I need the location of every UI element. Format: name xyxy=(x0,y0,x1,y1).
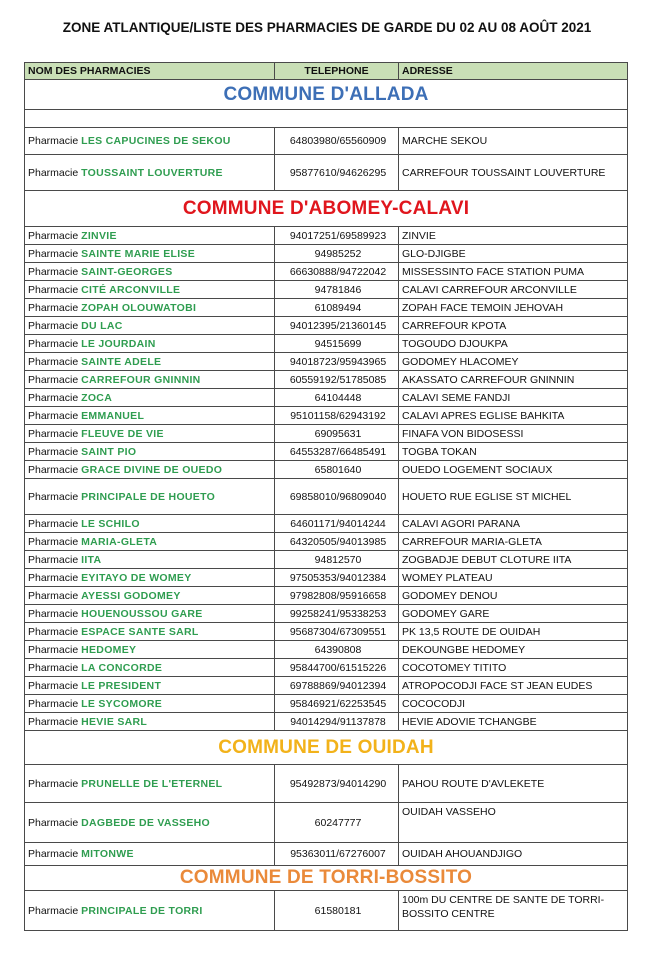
pharmacy-phone: 61089494 xyxy=(275,299,399,317)
pharmacy-address: HOUETO RUE EGLISE ST MICHEL xyxy=(399,479,628,515)
pharmacy-phone: 94781846 xyxy=(275,281,399,299)
pharmacy-name: CITÉ ARCONVILLE xyxy=(81,283,181,296)
table-row xyxy=(25,281,628,299)
pharmacy-name-cell xyxy=(25,317,275,335)
pharmacy-prefix: Pharmacie xyxy=(28,135,79,147)
pharmacy-address: HEVIE ADOVIE TCHANGBE xyxy=(399,713,628,731)
pharmacy-address: ZINVIE xyxy=(399,227,628,245)
pharmacy-prefix: Pharmacie xyxy=(28,643,79,656)
commune-title: COMMUNE D'ABOMEY-CALAVI xyxy=(25,191,628,227)
pharmacy-name-cell xyxy=(25,515,275,533)
pharmacy-name: EYITAYO DE WOMEY xyxy=(81,571,192,584)
pharmacy-address: ZOPAH FACE TEMOIN JEHOVAH xyxy=(399,299,628,317)
pharmacy-prefix: Pharmacie xyxy=(28,490,79,503)
pharmacy-address: CARREFOUR KPOTA xyxy=(399,317,628,335)
pharmacy-name-cell xyxy=(25,569,275,587)
table-row xyxy=(25,389,628,407)
pharmacy-phone: 64553287/66485491 xyxy=(275,443,399,461)
pharmacy-name: SAINT-GEORGES xyxy=(81,265,173,278)
table-row xyxy=(25,713,628,731)
pharmacy-phone: 94018723/95943965 xyxy=(275,353,399,371)
pharmacy-phone: 95492873/94014290 xyxy=(275,765,399,803)
pharmacy-address: OUEDO LOGEMENT SOCIAUX xyxy=(399,461,628,479)
table-row xyxy=(25,263,628,281)
pharmacy-address: AKASSATO CARREFOUR GNINNIN xyxy=(399,371,628,389)
table-row xyxy=(25,407,628,425)
pharmacy-address: GLO-DJIGBE xyxy=(399,245,628,263)
pharmacy-name-cell xyxy=(25,479,275,515)
pharmacy-phone: 99258241/95338253 xyxy=(275,605,399,623)
table-header-row xyxy=(25,63,628,80)
pharmacy-name: IITA xyxy=(81,553,102,566)
pharmacy-phone: 94012395/21360145 xyxy=(275,317,399,335)
pharmacy-phone: 95101158/62943192 xyxy=(275,407,399,425)
commune-header-torri-bossito xyxy=(25,866,628,891)
pharmacy-name: LE SCHILO xyxy=(81,517,140,530)
pharmacy-name-cell xyxy=(25,443,275,461)
pharmacy-address: OUIDAH AHOUANDJIGO xyxy=(399,843,628,866)
table-row xyxy=(25,587,628,605)
pharmacy-name-cell xyxy=(25,677,275,695)
pharmacy-name-cell xyxy=(25,587,275,605)
column-header-telephone: TELEPHONE xyxy=(275,63,399,80)
pharmacy-prefix: Pharmacie xyxy=(28,679,79,692)
pharmacy-name-cell xyxy=(25,695,275,713)
table-row xyxy=(25,461,628,479)
pharmacy-phone: 69788869/94012394 xyxy=(275,677,399,695)
pharmacy-prefix: Pharmacie xyxy=(28,517,79,530)
pharmacy-address: ZOGBADJE DEBUT CLOTURE IITA xyxy=(399,551,628,569)
pharmacy-prefix: Pharmacie xyxy=(28,409,79,422)
table-row xyxy=(25,317,628,335)
pharmacy-prefix: Pharmacie xyxy=(28,265,79,278)
pharmacy-name: PRINCIPALE DE HOUETO xyxy=(81,490,216,503)
pharmacy-name-cell xyxy=(25,299,275,317)
column-header-name: NOM DES PHARMACIES xyxy=(25,63,275,80)
pharmacy-name: HEVIE SARL xyxy=(81,715,148,728)
pharmacy-phone: 95846921/62253545 xyxy=(275,695,399,713)
pharmacy-prefix: Pharmacie xyxy=(28,301,79,314)
pharmacy-address: GODOMEY DENOU xyxy=(399,587,628,605)
pharmacy-name: AYESSI GODOMEY xyxy=(81,589,181,602)
pharmacy-name-cell xyxy=(25,227,275,245)
pharmacy-name-cell xyxy=(25,353,275,371)
pharmacy-address: COCOCODJI xyxy=(399,695,628,713)
table-row xyxy=(25,443,628,461)
pharmacy-address: CALAVI APRES EGLISE BAHKITA xyxy=(399,407,628,425)
table-row xyxy=(25,353,628,371)
pharmacy-phone: 97505353/94012384 xyxy=(275,569,399,587)
pharmacy-name: LE SYCOMORE xyxy=(81,697,163,710)
pharmacy-phone: 66630888/94722042 xyxy=(275,263,399,281)
pharmacy-name: HEDOMEY xyxy=(81,643,137,656)
pharmacy-address: GODOMEY GARE xyxy=(399,605,628,623)
pharmacy-name-cell xyxy=(25,533,275,551)
pharmacy-name-cell xyxy=(25,659,275,677)
pharmacy-phone: 95687304/67309551 xyxy=(275,623,399,641)
pharmacy-name: LE JOURDAIN xyxy=(81,337,156,350)
pharmacy-name: LE PRESIDENT xyxy=(81,679,162,692)
pharmacy-prefix: Pharmacie xyxy=(28,715,79,728)
pharmacy-name-cell xyxy=(25,389,275,407)
pharmacy-phone: 64601171/94014244 xyxy=(275,515,399,533)
table-row xyxy=(25,155,628,191)
pharmacy-name-cell xyxy=(25,371,275,389)
table-row xyxy=(25,659,628,677)
pharmacy-name: MITONWE xyxy=(81,848,134,860)
pharmacy-name: PRINCIPALE DE TORRI xyxy=(81,904,203,917)
pharmacy-name: SAINTE ADELE xyxy=(81,355,162,368)
table-row xyxy=(25,479,628,515)
table-row xyxy=(25,515,628,533)
pharmacy-address: CARREFOUR MARIA-GLETA xyxy=(399,533,628,551)
pharmacy-address: PAHOU ROUTE D'AVLEKETE xyxy=(399,765,628,803)
pharmacy-name-cell xyxy=(25,605,275,623)
pharmacy-name: CARREFOUR GNINNIN xyxy=(81,373,201,386)
pharmacy-prefix: Pharmacie xyxy=(28,337,79,350)
pharmacy-name-cell xyxy=(25,425,275,443)
table-row xyxy=(25,533,628,551)
pharmacy-phone: 95363011/67276007 xyxy=(275,843,399,866)
pharmacy-phone: 65801640 xyxy=(275,461,399,479)
pharmacy-address: PK 13,5 ROUTE DE OUIDAH xyxy=(399,623,628,641)
pharmacy-name-cell xyxy=(25,461,275,479)
pharmacy-prefix: Pharmacie xyxy=(28,166,79,179)
pharmacy-address: FINAFA VON BIDOSESSI xyxy=(399,425,628,443)
pharmacy-address: CALAVI CARREFOUR ARCONVILLE xyxy=(399,281,628,299)
pharmacy-prefix: Pharmacie xyxy=(28,661,79,674)
pharmacy-prefix: Pharmacie xyxy=(28,535,79,548)
pharmacy-prefix: Pharmacie xyxy=(28,625,79,638)
pharmacy-phone: 95844700/61515226 xyxy=(275,659,399,677)
table-row xyxy=(25,371,628,389)
pharmacy-name: LES CAPUCINES DE SEKOU xyxy=(81,135,231,147)
commune-title: COMMUNE DE TORRI-BOSSITO xyxy=(25,866,628,891)
table-row xyxy=(25,245,628,263)
pharmacy-prefix: Pharmacie xyxy=(28,553,79,566)
pharmacy-name: ZOCA xyxy=(81,391,113,404)
pharmacy-name: TOUSSAINT LOUVERTURE xyxy=(81,166,223,179)
commune-header-allada xyxy=(25,80,628,110)
pharmacy-phone: 60247777 xyxy=(275,803,399,843)
pharmacy-address: CARREFOUR TOUSSAINT LOUVERTURE xyxy=(399,155,628,191)
pharmacy-phone: 61580181 xyxy=(275,891,399,931)
pharmacy-address: ATROPOCODJI FACE ST JEAN EUDES xyxy=(399,677,628,695)
table-row xyxy=(25,891,628,931)
pharmacy-address: 100m DU CENTRE DE SANTE DE TORRI-BOSSITO CENTRE xyxy=(399,891,628,931)
pharmacy-name: DAGBEDE DE VASSEHO xyxy=(81,816,211,829)
table-row xyxy=(25,335,628,353)
pharmacy-prefix: Pharmacie xyxy=(28,283,79,296)
pharmacy-phone: 60559192/51785085 xyxy=(275,371,399,389)
spacer-row xyxy=(25,110,628,128)
pharmacy-name: ZINVIE xyxy=(81,229,117,242)
table-row xyxy=(25,677,628,695)
pharmacy-prefix: Pharmacie xyxy=(28,777,79,790)
table-row xyxy=(25,641,628,659)
pharmacy-phone: 64803980/65560909 xyxy=(275,128,399,155)
table-row xyxy=(25,605,628,623)
pharmacy-address: TOGOUDO DJOUKPA xyxy=(399,335,628,353)
table-row xyxy=(25,299,628,317)
pharmacy-name: LA CONCORDE xyxy=(81,661,163,674)
pharmacy-prefix: Pharmacie xyxy=(28,816,79,829)
table-row xyxy=(25,569,628,587)
table-row xyxy=(25,765,628,803)
table-row xyxy=(25,425,628,443)
pharmacy-phone: 94515699 xyxy=(275,335,399,353)
pharmacy-name-cell xyxy=(25,155,275,191)
pharmacy-name-cell xyxy=(25,281,275,299)
pharmacy-prefix: Pharmacie xyxy=(28,319,79,332)
pharmacy-prefix: Pharmacie xyxy=(28,571,79,584)
pharmacy-prefix: Pharmacie xyxy=(28,391,79,404)
pharmacy-address: CALAVI SEME FANDJI xyxy=(399,389,628,407)
pharmacy-phone: 69858010/96809040 xyxy=(275,479,399,515)
column-header-address: ADRESSE xyxy=(399,63,628,80)
pharmacy-name: MARIA-GLETA xyxy=(81,535,158,548)
pharmacy-address: TOGBA TOKAN xyxy=(399,443,628,461)
commune-title: COMMUNE D'ALLADA xyxy=(25,80,628,110)
pharmacy-prefix: Pharmacie xyxy=(28,904,79,917)
pharmacy-prefix: Pharmacie xyxy=(28,589,79,602)
pharmacy-phone: 94014294/91137878 xyxy=(275,713,399,731)
pharmacy-address: GODOMEY HLACOMEY xyxy=(399,353,628,371)
pharmacy-phone: 94812570 xyxy=(275,551,399,569)
pharmacy-name-cell xyxy=(25,263,275,281)
pharmacy-table xyxy=(24,62,628,931)
pharmacy-address: DEKOUNGBE HEDOMEY xyxy=(399,641,628,659)
pharmacy-name-cell xyxy=(25,891,275,931)
table-row xyxy=(25,227,628,245)
pharmacy-name: GRACE DIVINE DE OUEDO xyxy=(81,463,223,476)
pharmacy-prefix: Pharmacie xyxy=(28,848,79,860)
pharmacy-address: WOMEY PLATEAU xyxy=(399,569,628,587)
pharmacy-name: PRUNELLE DE L'ETERNEL xyxy=(81,777,223,790)
commune-title: COMMUNE DE OUIDAH xyxy=(25,731,628,765)
pharmacy-name-cell xyxy=(25,407,275,425)
pharmacy-address: OUIDAH VASSEHO xyxy=(399,803,628,843)
pharmacy-address: CALAVI AGORI PARANA xyxy=(399,515,628,533)
pharmacy-name: ZOPAH OLOUWATOBI xyxy=(81,301,197,314)
table-row xyxy=(25,695,628,713)
pharmacy-phone: 64320505/94013985 xyxy=(275,533,399,551)
pharmacy-name-cell xyxy=(25,335,275,353)
pharmacy-name-cell xyxy=(25,128,275,155)
page-title: ZONE ATLANTIQUE/LISTE DES PHARMACIES DE GARDE DU 02 AU 08 AOÛT 2021 xyxy=(62,20,592,35)
table-row xyxy=(25,551,628,569)
table-row xyxy=(25,803,628,843)
pharmacy-prefix: Pharmacie xyxy=(28,607,79,620)
pharmacy-phone: 64390808 xyxy=(275,641,399,659)
pharmacy-prefix: Pharmacie xyxy=(28,373,79,386)
pharmacy-phone: 94985252 xyxy=(275,245,399,263)
pharmacy-address: MARCHE SEKOU xyxy=(399,128,628,155)
pharmacy-phone: 69095631 xyxy=(275,425,399,443)
commune-header-abomey-calavi xyxy=(25,191,628,227)
pharmacy-prefix: Pharmacie xyxy=(28,229,79,242)
pharmacy-name-cell xyxy=(25,641,275,659)
pharmacy-name-cell xyxy=(25,765,275,803)
pharmacy-address: MISSESSINTO FACE STATION PUMA xyxy=(399,263,628,281)
table-row xyxy=(25,128,628,155)
pharmacy-prefix: Pharmacie xyxy=(28,247,79,260)
pharmacy-name: EMMANUEL xyxy=(81,409,145,422)
pharmacy-name-cell xyxy=(25,713,275,731)
pharmacy-name: ESPACE SANTE SARL xyxy=(81,625,199,638)
pharmacy-prefix: Pharmacie xyxy=(28,697,79,710)
pharmacy-prefix: Pharmacie xyxy=(28,427,79,440)
pharmacy-name-cell xyxy=(25,551,275,569)
pharmacy-prefix: Pharmacie xyxy=(28,445,79,458)
pharmacy-name-cell xyxy=(25,843,275,866)
pharmacy-name-cell xyxy=(25,803,275,843)
pharmacy-phone: 95877610/94626295 xyxy=(275,155,399,191)
commune-header-ouidah xyxy=(25,731,628,765)
pharmacy-name: SAINT PIO xyxy=(81,445,137,458)
pharmacy-phone: 97982808/95916658 xyxy=(275,587,399,605)
pharmacy-name: SAINTE MARIE ELISE xyxy=(81,247,196,260)
pharmacy-name-cell xyxy=(25,245,275,263)
pharmacy-prefix: Pharmacie xyxy=(28,355,79,368)
pharmacy-name: DU LAC xyxy=(81,319,123,332)
table-row xyxy=(25,843,628,866)
pharmacy-address: COCOTOMEY TITITO xyxy=(399,659,628,677)
pharmacy-phone: 64104448 xyxy=(275,389,399,407)
pharmacy-prefix: Pharmacie xyxy=(28,463,79,476)
table-row xyxy=(25,623,628,641)
pharmacy-phone: 94017251/69589923 xyxy=(275,227,399,245)
pharmacy-name: FLEUVE DE VIE xyxy=(81,427,164,440)
pharmacy-name: HOUENOUSSOU GARE xyxy=(81,607,203,620)
pharmacy-name-cell xyxy=(25,623,275,641)
